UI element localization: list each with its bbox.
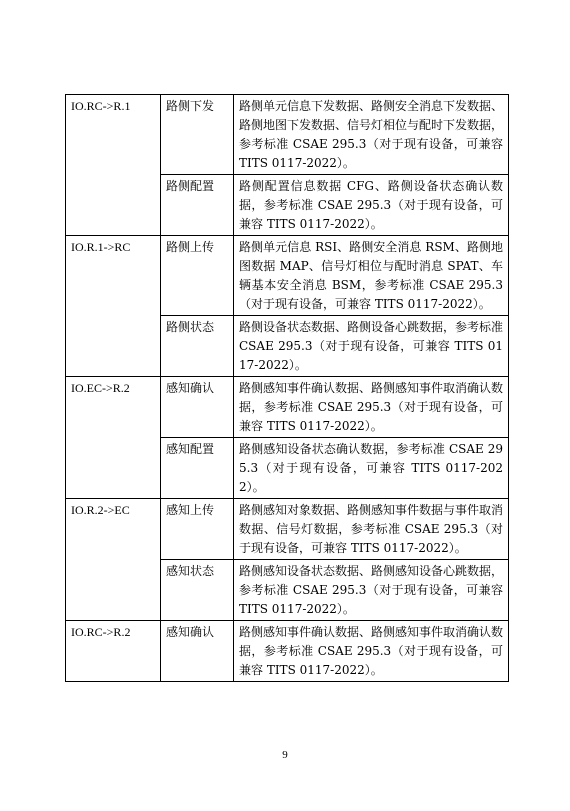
category-cell: 感知确认 — [161, 621, 234, 682]
interface-spec-table — [65, 94, 509, 682]
description-cell: 路侧感知事件确认数据、路侧感知事件取消确认数据，参考标准 CSAE 295.3（对于现有设备，可兼容 TITS 0117-2022）。 — [234, 621, 509, 682]
description-cell: 路侧单元信息下发数据、路侧安全消息下发数据、路侧地图下发数据、信号灯相位与配时下发数据，参考标准 CSAE 295.3（对于现有设备，可兼容 TITS 0117-2022）。 — [234, 95, 509, 175]
category-cell: 感知配置 — [161, 438, 234, 499]
table-row — [66, 621, 509, 682]
table-row — [66, 95, 509, 175]
interface-cell: IO.R.2->EC — [66, 499, 161, 621]
description-cell: 路侧单元信息 RSI、路侧安全消息 RSM、路侧地图数据 MAP、信号灯相位与配时消息 SPAT、车辆基本安全消息 BSM，参考标准 CSAE 295.3（对于现有设备，可兼容 TITS 0117-2022）。 — [234, 236, 509, 316]
description-cell: 路侧感知设备状态确认数据，参考标准 CSAE 295.3（对于现有设备，可兼容 TITS 0117-2022）。 — [234, 438, 509, 499]
description-cell: 路侧设备状态数据、路侧设备心跳数据，参考标准 CSAE 295.3（对于现有设备，可兼容 TITS 0117-2022）。 — [234, 316, 509, 377]
table-row — [66, 499, 509, 560]
interface-cell: IO.RC->R.2 — [66, 621, 161, 682]
description-cell: 路侧配置信息数据 CFG、路侧设备状态确认数据，参考标准 CSAE 295.3（对于现有设备，可兼容 TITS 0117-2022）。 — [234, 175, 509, 236]
table-row — [66, 236, 509, 316]
interface-cell: IO.R.1->RC — [66, 236, 161, 377]
category-cell: 感知上传 — [161, 499, 234, 560]
interface-cell: IO.RC->R.1 — [66, 95, 161, 236]
page-number: 9 — [282, 749, 288, 761]
category-cell: 感知确认 — [161, 377, 234, 438]
category-cell: 路侧下发 — [161, 95, 234, 175]
description-cell: 路侧感知对象数据、路侧感知事件数据与事件取消数据、信号灯数据，参考标准 CSAE 295.3（对于现有设备，可兼容 TITS 0117-2022）。 — [234, 499, 509, 560]
category-cell: 感知状态 — [161, 560, 234, 621]
category-cell: 路侧上传 — [161, 236, 234, 316]
table-row — [66, 377, 509, 438]
interface-spec-table-body — [66, 95, 509, 682]
description-cell: 路侧感知事件确认数据、路侧感知事件取消确认数据，参考标准 CSAE 295.3（对于现有设备，可兼容 TITS 0117-2022）。 — [234, 377, 509, 438]
description-cell: 路侧感知设备状态数据、路侧感知设备心跳数据，参考标准 CSAE 295.3（对于现有设备，可兼容 TITS 0117-2022）。 — [234, 560, 509, 621]
interface-cell: IO.EC->R.2 — [66, 377, 161, 499]
category-cell: 路侧配置 — [161, 175, 234, 236]
category-cell: 路侧状态 — [161, 316, 234, 377]
